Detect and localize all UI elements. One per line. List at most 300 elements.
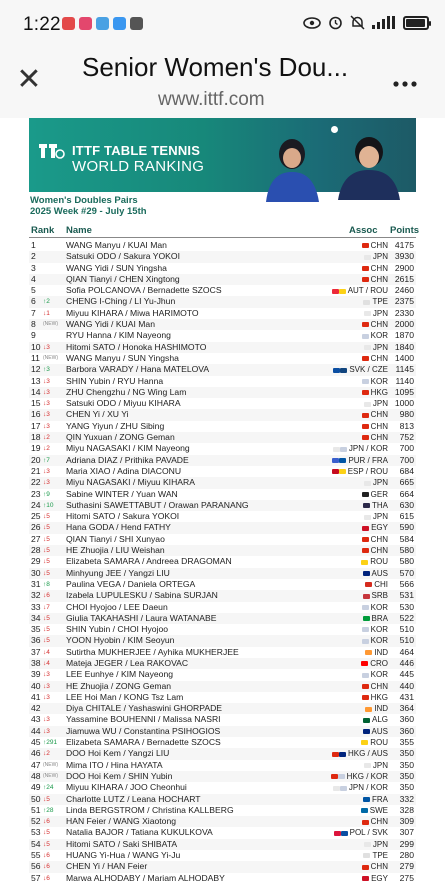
player-names-link[interactable]: Yassamine BOUHENNI / Malissa NASRI xyxy=(66,714,221,725)
player-names-link[interactable]: DOO Hoi Kem / SHIN Yubin xyxy=(66,770,173,781)
table-row[interactable] xyxy=(29,669,416,680)
points-cell: 328 xyxy=(399,804,414,815)
flag-icon xyxy=(362,379,369,384)
player-names-link[interactable]: CHEN Yi / XU Yi xyxy=(66,409,129,420)
flag-icons xyxy=(362,816,369,827)
assoc-code: CHN xyxy=(370,681,388,691)
player-names-link[interactable]: LEE Hoi Man / KONG Tsz Lam xyxy=(66,691,184,702)
player-names-link[interactable]: Miyu NAGASAKI / KIM Nayeong xyxy=(66,443,190,454)
player-names-link[interactable]: LEE Eunhye / KIM Nayeong xyxy=(66,669,174,680)
table-row[interactable] xyxy=(29,647,416,658)
rank-change: ↑24 xyxy=(43,784,54,792)
points-cell: 566 xyxy=(399,578,414,589)
flag-icons xyxy=(362,421,369,432)
assoc-code: HKG xyxy=(370,387,388,397)
assoc-cell xyxy=(363,500,388,511)
banner-title: ITTF TABLE TENNIS xyxy=(72,143,201,158)
player-names-link[interactable]: Elizabeta SAMARA / Andreea DRAGOMAN xyxy=(66,556,232,567)
table-row[interactable] xyxy=(29,624,416,635)
table-row[interactable] xyxy=(29,342,416,353)
table-row[interactable] xyxy=(29,409,416,420)
assoc-cell xyxy=(362,274,388,285)
player-names-link[interactable]: Miyuu KIHARA / Miwa HARIMOTO xyxy=(66,307,199,318)
flag-icon xyxy=(341,831,348,836)
table-row[interactable] xyxy=(29,285,416,296)
table-row[interactable] xyxy=(29,839,416,850)
rank-cell: 56 xyxy=(31,861,41,872)
mute-icon xyxy=(350,15,365,30)
player-names-link[interactable]: Natalia BAJOR / Tatiana KUKULKOVA xyxy=(66,827,213,838)
flag-icons xyxy=(363,500,370,511)
player-names-link[interactable]: SHIN Yubin / CHOI Hyojoo xyxy=(66,624,169,635)
player-names-link[interactable]: Sutirtha MUKHERJEE / Ayhika MUKHERJEE xyxy=(66,646,239,657)
rank-change: ↓3 xyxy=(43,479,50,487)
flag-icon xyxy=(363,718,370,723)
flag-icons xyxy=(364,342,371,353)
table-row[interactable] xyxy=(29,511,416,522)
table-row[interactable] xyxy=(29,827,416,838)
flag-icons xyxy=(363,714,370,725)
player-names-link[interactable]: Maria XIAO / Adina DIACONU xyxy=(66,465,182,476)
flag-icon xyxy=(362,266,369,271)
assoc-code: AUT / ROU xyxy=(347,286,388,296)
player-names-link[interactable]: Miyu NAGASAKI / Miyuu KIHARA xyxy=(66,477,195,488)
rank-cell: 30 xyxy=(31,567,41,578)
assoc-code: PUR / FRA xyxy=(348,455,388,465)
player-names-link[interactable]: Hitomi SATO / Honoka HASHIMOTO xyxy=(66,341,207,352)
player-names-link[interactable]: Marwa ALHODABY / Mariam ALHODABY xyxy=(66,872,225,883)
points-cell: 1095 xyxy=(394,386,414,397)
flag-icons xyxy=(364,308,371,319)
assoc-code: POL / SVK xyxy=(349,828,388,838)
player-names-link[interactable]: CHEN Yi / HAN Feier xyxy=(66,861,148,872)
player-names-link[interactable]: Hitomi SATO / Saki SHIBATA xyxy=(66,838,178,849)
points-cell: 1400 xyxy=(394,352,414,363)
table-row[interactable] xyxy=(29,748,416,759)
table-row[interactable] xyxy=(29,714,416,725)
rank-cell: 44 xyxy=(31,725,41,736)
table-row[interactable] xyxy=(29,658,416,669)
table-row[interactable] xyxy=(29,319,416,330)
more-options-button[interactable] xyxy=(393,64,417,95)
table-row[interactable] xyxy=(29,613,416,624)
rank-cell: 38 xyxy=(31,657,41,668)
player-names-link[interactable]: Sofia POLCANOVA / Bernadette SZOCS xyxy=(66,285,222,296)
rank-change: ↓7 xyxy=(43,603,50,611)
rank-change: ↓3 xyxy=(43,682,50,690)
points-cell: 445 xyxy=(399,669,414,680)
rank-cell: 7 xyxy=(31,307,36,318)
table-row[interactable] xyxy=(29,489,416,500)
player-names-link[interactable]: WANG Yidi / SUN Yingsha xyxy=(66,262,167,273)
assoc-code: CHN xyxy=(370,263,388,273)
rank-change: (NEW) xyxy=(43,321,58,328)
flag-icons xyxy=(332,466,346,477)
table-row[interactable] xyxy=(29,545,416,556)
flag-icon xyxy=(361,661,368,666)
player-names-link[interactable]: WANG Yidi / KUAI Man xyxy=(66,319,155,330)
assoc-code: KOR xyxy=(370,636,388,646)
table-row[interactable] xyxy=(29,353,416,364)
notification-icon xyxy=(62,17,75,30)
flag-icons xyxy=(362,635,369,646)
table-row[interactable] xyxy=(29,421,416,432)
table-row[interactable] xyxy=(29,240,416,251)
table-row[interactable] xyxy=(29,522,416,533)
flag-icon xyxy=(362,820,369,825)
rank-change: (NEW) xyxy=(43,772,58,779)
player-names-link[interactable]: Giulia TAKAHASHI / Laura WATANABE xyxy=(66,612,217,623)
rank-cell: 13 xyxy=(31,375,41,386)
table-row[interactable] xyxy=(29,579,416,590)
points-cell: 584 xyxy=(399,533,414,544)
flag-icon xyxy=(362,876,369,881)
assoc-code: CHN xyxy=(370,241,388,250)
rank-cell: 41 xyxy=(31,691,41,702)
player-names-link[interactable]: Izabela LUPULESKU / Sabina SURJAN xyxy=(66,590,218,601)
close-button[interactable]: ✕ xyxy=(16,63,42,96)
table-row[interactable] xyxy=(29,443,416,454)
assoc-code: JPN xyxy=(372,308,388,318)
player-names-link[interactable]: Minhyung JEE / Yangzi LIU xyxy=(66,567,170,578)
assoc-code: KOR xyxy=(370,625,388,635)
rank-cell: 5 xyxy=(31,285,36,296)
points-cell: 2330 xyxy=(394,307,414,318)
table-row[interactable] xyxy=(29,296,416,307)
assoc-code: KOR xyxy=(370,376,388,386)
rank-cell: 36 xyxy=(31,635,41,646)
rank-change: ↓6 xyxy=(43,852,50,860)
assoc-code: SRB xyxy=(371,591,388,601)
player-names-link[interactable]: WANG Manyu / SUN Yingsha xyxy=(66,352,179,363)
flag-icon xyxy=(362,537,369,542)
rank-cell: 8 xyxy=(31,319,36,330)
table-row[interactable] xyxy=(29,398,416,409)
table-row[interactable] xyxy=(29,794,416,805)
points-cell: 580 xyxy=(399,545,414,556)
flag-icons xyxy=(362,692,369,703)
rank-change: ↑9 xyxy=(43,490,50,498)
table-row[interactable] xyxy=(29,805,416,816)
assoc-code: JPN xyxy=(372,839,388,849)
assoc-code: CHN xyxy=(370,320,388,330)
rank-cell: 6 xyxy=(31,296,36,307)
rank-change: ↓3 xyxy=(43,727,50,735)
table-row[interactable] xyxy=(29,760,416,771)
flag-icons xyxy=(362,319,369,330)
assoc-cell xyxy=(363,613,388,624)
player-names-link[interactable]: CHOI Hyojoo / LEE Daeun xyxy=(66,601,168,612)
assoc-code: AUS xyxy=(371,568,388,578)
player-names-link[interactable]: QIAN Tianyi / SHI Xunyao xyxy=(66,533,165,544)
rank-change: ↓5 xyxy=(43,840,50,848)
assoc-cell xyxy=(364,839,388,850)
assoc-code: CHN xyxy=(370,274,388,284)
alarm-icon xyxy=(328,15,343,30)
player-names-link[interactable]: Hitomi SATO / Sakura YOKOI xyxy=(66,511,180,522)
flag-icon xyxy=(364,842,371,847)
rank-cell: 32 xyxy=(31,590,41,601)
assoc-code: ALG xyxy=(371,715,388,725)
table-row[interactable] xyxy=(29,308,416,319)
flag-icons xyxy=(363,590,370,601)
flag-icon xyxy=(362,695,369,700)
table-row[interactable] xyxy=(29,861,416,872)
player-names-link[interactable]: Hana GODA / Hend FATHY xyxy=(66,522,171,533)
player-names-link[interactable]: QIN Yuxuan / ZONG Geman xyxy=(66,432,175,443)
assoc-code: TPE xyxy=(372,297,388,307)
points-cell: 446 xyxy=(399,657,414,668)
player-names-link[interactable]: Charlotte LUTZ / Leana HOCHART xyxy=(66,793,201,804)
flag-icon xyxy=(361,560,368,565)
signal-icon xyxy=(372,16,396,29)
flag-icon xyxy=(339,458,346,463)
table-row[interactable] xyxy=(29,500,416,511)
flag-icons xyxy=(331,771,345,782)
rank-cell: 4 xyxy=(31,273,36,284)
flag-icons xyxy=(333,782,347,793)
points-cell: 299 xyxy=(399,838,414,849)
flag-icons xyxy=(362,624,369,635)
rank-change: ↓3 xyxy=(43,388,50,396)
player-photo xyxy=(334,130,404,200)
rank-cell: 54 xyxy=(31,838,41,849)
rank-cell: 14 xyxy=(31,386,41,397)
header-rank: Rank xyxy=(31,225,55,236)
rank-change: ↓3 xyxy=(43,343,50,351)
rank-cell: 20 xyxy=(31,454,41,465)
player-names-link[interactable]: SHIN Yubin / RYU Hanna xyxy=(66,375,164,386)
rank-cell: 48 xyxy=(31,770,41,781)
more-options-icon xyxy=(393,80,417,88)
table-row[interactable] xyxy=(29,726,416,737)
player-names-link[interactable]: Paulina VEGA / Daniela ORTEGA xyxy=(66,578,196,589)
table-row[interactable] xyxy=(29,590,416,601)
player-names-link[interactable]: HE Zhuojia / ZONG Geman xyxy=(66,680,172,691)
assoc-code: CHN xyxy=(370,410,388,420)
table-row[interactable] xyxy=(29,330,416,341)
table-row[interactable] xyxy=(29,387,416,398)
flag-icons xyxy=(332,748,346,759)
rank-change: ↓6 xyxy=(43,874,50,882)
table-row[interactable] xyxy=(29,556,416,567)
player-names-link[interactable]: Suthasini SAWETTABUT / Orawan PARANANG xyxy=(66,499,249,510)
flag-icons xyxy=(364,477,371,488)
player-names-link[interactable]: Elizabeta SAMARA / Bernadette SZOCS xyxy=(66,737,221,748)
player-names-link[interactable]: Jiamuwa WU / Constantina PSIHOGIOS xyxy=(66,725,221,736)
points-cell: 664 xyxy=(399,488,414,499)
assoc-code: CHN xyxy=(370,421,388,431)
table-row[interactable] xyxy=(29,737,416,748)
assoc-cell xyxy=(362,624,388,635)
rank-change: ↓5 xyxy=(43,614,50,622)
rank-cell: 40 xyxy=(31,680,41,691)
flag-icon xyxy=(362,435,369,440)
browser-url[interactable]: www.ittf.com xyxy=(158,89,265,110)
rank-change: ↓5 xyxy=(43,535,50,543)
eye-icon xyxy=(303,17,321,29)
assoc-cell xyxy=(362,387,388,398)
player-names-link[interactable]: HAN Feier / WANG Xiaotong xyxy=(66,816,177,827)
points-cell: 279 xyxy=(399,861,414,872)
assoc-cell xyxy=(362,873,388,884)
rank-cell: 2 xyxy=(31,251,36,262)
assoc-cell xyxy=(363,296,388,307)
assoc-code: SWE xyxy=(369,805,388,815)
assoc-code: CHI xyxy=(374,579,388,589)
flag-icons xyxy=(362,240,369,251)
header-name: Name xyxy=(66,225,92,236)
world-ranking-banner xyxy=(29,118,416,192)
assoc-cell xyxy=(363,850,388,861)
rank-cell: 53 xyxy=(31,827,41,838)
table-row[interactable] xyxy=(29,251,416,262)
player-names-link[interactable]: Miyuu KIHARA / JOO Cheonhui xyxy=(66,782,187,793)
rank-cell: 33 xyxy=(31,601,41,612)
flag-icon xyxy=(362,424,369,429)
player-names-link[interactable]: DOO Hoi Kem / Yangzi LIU xyxy=(66,748,170,759)
table-row[interactable] xyxy=(29,376,416,387)
table-row[interactable] xyxy=(29,364,416,375)
flag-icons xyxy=(361,658,368,669)
table-row[interactable] xyxy=(29,635,416,646)
rank-cell: 9 xyxy=(31,330,36,341)
player-names-link[interactable]: YOON Hyobin / KIM Seoyun xyxy=(66,635,175,646)
table-row[interactable] xyxy=(29,850,416,861)
rank-cell: 52 xyxy=(31,816,41,827)
player-names-link[interactable]: HE Zhuojia / LIU Weishan xyxy=(66,545,165,556)
rank-change: ↑291 xyxy=(43,739,58,747)
player-names-link[interactable]: Mima ITO / Hina HAYATA xyxy=(66,759,163,770)
flag-icon xyxy=(362,865,369,870)
points-cell: 309 xyxy=(399,816,414,827)
assoc-cell xyxy=(332,466,388,477)
points-cell: 1840 xyxy=(394,341,414,352)
assoc-cell xyxy=(362,545,388,556)
flag-icons xyxy=(364,398,371,409)
points-cell: 1145 xyxy=(395,364,414,375)
points-cell: 1870 xyxy=(394,330,414,341)
table-row[interactable] xyxy=(29,432,416,443)
points-cell: 630 xyxy=(399,499,414,510)
player-names-link[interactable]: Adriana DIAZ / Prithika PAVADE xyxy=(66,454,189,465)
flag-icon xyxy=(339,289,346,294)
assoc-cell xyxy=(331,771,388,782)
flag-icons xyxy=(362,534,369,545)
points-cell: 1000 xyxy=(394,398,414,409)
flag-icons xyxy=(364,839,371,850)
table-row[interactable] xyxy=(29,703,416,714)
player-names-link[interactable]: CHENG I-Ching / LI Yu-Jhun xyxy=(66,296,176,307)
rank-change: ↓5 xyxy=(43,626,50,634)
player-names-link[interactable]: Diya CHITALE / Yashaswini GHORPADE xyxy=(66,703,223,714)
assoc-cell xyxy=(362,263,388,274)
battery-level xyxy=(406,19,425,27)
flag-icons xyxy=(365,579,372,590)
assoc-cell xyxy=(363,726,388,737)
rank-change: ↓5 xyxy=(43,569,50,577)
flag-icon xyxy=(363,300,370,305)
flag-icon xyxy=(362,548,369,553)
player-names-link[interactable]: Sabine WINTER / Yuan WAN xyxy=(66,488,178,499)
table-row[interactable] xyxy=(29,455,416,466)
assoc-cell xyxy=(362,353,388,364)
rank-change: ↓5 xyxy=(43,795,50,803)
points-cell: 350 xyxy=(399,782,414,793)
table-row[interactable] xyxy=(29,263,416,274)
table-row[interactable] xyxy=(29,477,416,488)
player-names-link[interactable]: Satsuki ODO / Sakura YOKOI xyxy=(66,251,180,262)
points-cell: 2900 xyxy=(394,262,414,273)
table-row[interactable] xyxy=(29,771,416,782)
rank-cell: 23 xyxy=(31,488,41,499)
assoc-cell xyxy=(362,376,388,387)
player-names-link[interactable]: Barbora VARADY / Hana MATELOVA xyxy=(66,364,210,375)
assoc-code: JPN / KOR xyxy=(348,444,388,454)
assoc-code: JPN xyxy=(372,342,388,352)
assoc-cell xyxy=(362,522,388,533)
table-row[interactable] xyxy=(29,681,416,692)
status-right-icons xyxy=(303,15,429,30)
points-cell: 360 xyxy=(399,725,414,736)
flag-icon xyxy=(333,368,340,373)
table-row[interactable] xyxy=(29,873,416,884)
table-row[interactable] xyxy=(29,534,416,545)
rank-change: ↓3 xyxy=(43,467,50,475)
table-row[interactable] xyxy=(29,692,416,703)
rank-change: ↓5 xyxy=(43,547,50,555)
assoc-code: CHN xyxy=(370,534,388,544)
player-names-link[interactable]: ZHU Chengzhu / NG Wing Lam xyxy=(66,386,187,397)
flag-icon xyxy=(362,413,369,418)
player-names-link[interactable]: Linda BERGSTROM / Christina KALLBERG xyxy=(66,804,234,815)
points-cell: 350 xyxy=(399,770,414,781)
rank-cell: 57 xyxy=(31,872,41,883)
rank-cell: 27 xyxy=(31,533,41,544)
assoc-code: IND xyxy=(374,647,388,657)
player-names-link[interactable]: YANG Yiyun / ZHU Sibing xyxy=(66,420,165,431)
points-cell: 1140 xyxy=(395,375,414,386)
table-row[interactable] xyxy=(29,816,416,827)
ranking-week: 2025 Week #29 - July 15th xyxy=(30,206,147,217)
table-row[interactable] xyxy=(29,568,416,579)
assoc-cell xyxy=(362,692,388,703)
table-row[interactable] xyxy=(29,466,416,477)
rank-cell: 18 xyxy=(31,432,41,443)
table-row[interactable] xyxy=(29,274,416,285)
flag-icon xyxy=(340,447,347,452)
player-names-link[interactable]: WANG Manyu / KUAI Man xyxy=(66,240,167,250)
flag-icons xyxy=(361,737,368,748)
player-names-link[interactable]: RYU Hanna / KIM Nayeong xyxy=(66,330,171,341)
assoc-code: BRA xyxy=(371,613,388,623)
table-row[interactable] xyxy=(29,782,416,793)
player-names-link[interactable]: QIAN Tianyi / CHEN Xingtong xyxy=(66,273,180,284)
assoc-code: CHN xyxy=(370,817,388,827)
rank-cell: 47 xyxy=(31,759,41,770)
assoc-cell xyxy=(364,398,388,409)
points-cell: 332 xyxy=(399,793,414,804)
player-names-link[interactable]: Satsuki ODO / Miyuu KIHARA xyxy=(66,398,181,409)
assoc-code: THA xyxy=(372,500,388,510)
rank-change: ↓5 xyxy=(43,524,50,532)
rank-change: ↓2 xyxy=(43,750,50,758)
player-names-link[interactable]: Mateja JEGER / Lea RAKOVAC xyxy=(66,657,189,668)
player-names-link[interactable]: HUANG Yi-Hua / WANG Yi-Ju xyxy=(66,850,181,861)
ittf-logo-icon xyxy=(37,140,65,162)
points-cell: 580 xyxy=(399,556,414,567)
table-row[interactable] xyxy=(29,602,416,613)
